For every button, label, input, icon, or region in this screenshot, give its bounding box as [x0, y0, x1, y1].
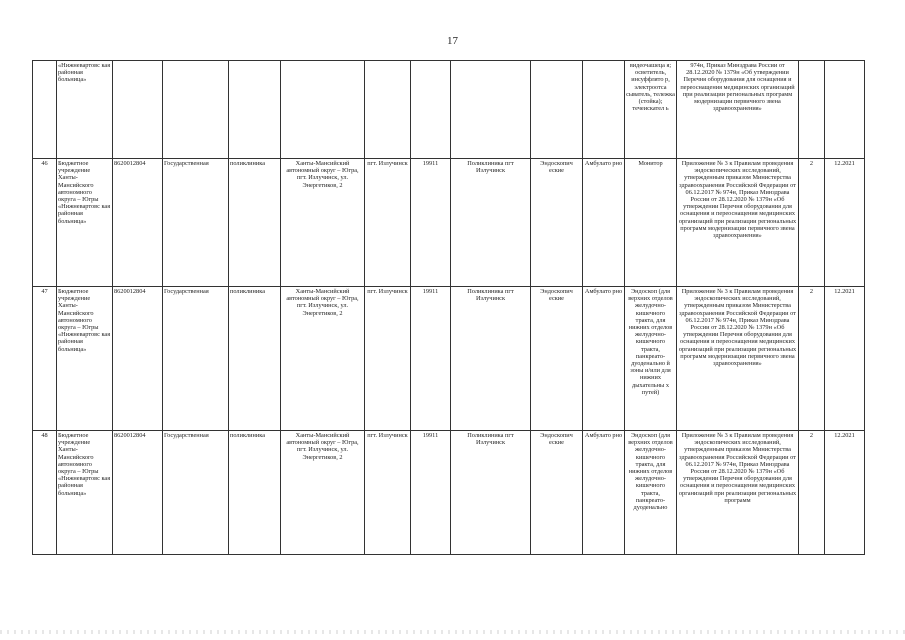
cell-org: Бюджетное учреждение Ханты-Мансийского автономного округа – Югры «Нижневартовс кая районная больница» — [57, 287, 113, 431]
cell-code — [113, 61, 163, 159]
cell-org: Бюджетное учреждение Ханты-Мансийского автономного округа – Югры «Нижневартовс кая районная больница» — [57, 159, 113, 287]
cell-department: Эндоскопич еские — [531, 431, 583, 555]
cell-type — [229, 61, 281, 159]
cell-no — [33, 61, 57, 159]
cell-settlement: пгт. Излучинск — [365, 287, 411, 431]
cell-ownership — [163, 61, 229, 159]
cell-type: поликлиника — [229, 159, 281, 287]
cell-index: 19911 — [411, 287, 451, 431]
cell-type: поликлиника — [229, 287, 281, 431]
cell-code: 8620012804 — [113, 431, 163, 555]
cell-ownership: Государственная — [163, 159, 229, 287]
cell-equipment: Эндоскоп (для верхних отделов желудочно-кишечного тракта, для нижних отделов желудочно-кишечного тракта, панкреато-дуоденально — [625, 431, 677, 555]
cell-department — [531, 61, 583, 159]
cell-equipment: видеочашеца я; осветитель, инсуффлято р, электроотса сыватель, тележка (стойка); течеискател ь — [625, 61, 677, 159]
equipment-table — [32, 60, 865, 555]
cell-address — [281, 61, 365, 159]
cell-no: 48 — [33, 431, 57, 555]
cell-subdivision: Поликлиника пгт Излучинск — [451, 159, 531, 287]
cell-date: 12.2021 — [825, 159, 865, 287]
cell-address: Ханты-Мансийский автономный округ – Югра, пгт. Излучинск, ул. Энергетиков, 2 — [281, 287, 365, 431]
cell-ownership: Государственная — [163, 287, 229, 431]
cell-index — [411, 61, 451, 159]
table-row — [33, 431, 865, 555]
cell-date — [825, 61, 865, 159]
table-row-continuation — [33, 61, 865, 159]
cell-address: Ханты-Мансийский автономный округ – Югра, пгт. Излучинск, ул. Энергетиков, 2 — [281, 159, 365, 287]
cell-basis: Приложение № 3 к Правилам проведения эндоскопических исследований, утвержденным приказом Министерства здравоохранения Российской Федерации от 06.12.2017 № 974н, Приказ Минздрава России от 28.12.2020 № 1379н «Об утверждении Перечня оборудования для оснащения и переоснащения медицинских организаций при реализации региональных программ — [677, 431, 799, 555]
cell-qty: 2 — [799, 287, 825, 431]
cell-care: Амбулато рно — [583, 159, 625, 287]
cell-index: 19911 — [411, 159, 451, 287]
cell-no: 47 — [33, 287, 57, 431]
cell-qty: 2 — [799, 431, 825, 555]
cell-settlement: пгт. Излучинск — [365, 431, 411, 555]
cell-code: 8620012804 — [113, 287, 163, 431]
table-row — [33, 287, 865, 431]
cell-equipment: Эндоскоп (для верхних отделов желудочно-кишечного тракта, для нижних отделов желудочно-кишечного тракта, панкреато-дуоденально й зоны и/или для нижних дыхательны х путей) — [625, 287, 677, 431]
scan-noise — [0, 630, 905, 634]
cell-date: 12.2021 — [825, 431, 865, 555]
cell-qty — [799, 61, 825, 159]
cell-department: Эндоскопич еские — [531, 159, 583, 287]
cell-basis: Приложение № 3 к Правилам проведения эндоскопических исследований, утвержденным приказом Министерства здравоохранения Российской Федерации от 06.12.2017 № 974н, Приказ Минздрава России от 28.12.2020 № 1379н «Об утверждении Перечня оборудования для оснащения и переоснащения медицинских организаций при реализации региональных программ модернизации первичного звена здравоохранения» — [677, 159, 799, 287]
cell-no: 46 — [33, 159, 57, 287]
cell-settlement — [365, 61, 411, 159]
cell-org: «Нижневартовс кая районная больница» — [57, 61, 113, 159]
cell-index: 19911 — [411, 431, 451, 555]
cell-ownership: Государственная — [163, 431, 229, 555]
cell-care: Амбулато рно — [583, 287, 625, 431]
cell-address: Ханты-Мансийский автономный округ – Югра, пгт. Излучинск, ул. Энергетиков, 2 — [281, 431, 365, 555]
cell-department: Эндоскопич еские — [531, 287, 583, 431]
cell-basis: 974н, Приказ Минздрава России от 28.12.2020 № 1379н «Об утверждении Перечня оборудования для оснащения и переоснащения медицинских организаций при реализации региональных программ модернизации первичного звена здравоохранения» — [677, 61, 799, 159]
cell-type: поликлиника — [229, 431, 281, 555]
cell-code: 8620012804 — [113, 159, 163, 287]
table-row — [33, 159, 865, 287]
cell-org: Бюджетное учреждение Ханты-Мансийского автономного округа – Югры «Нижневартовс кая районная больница» — [57, 431, 113, 555]
cell-subdivision: Поликлиника пгт Излучинск — [451, 431, 531, 555]
cell-basis: Приложение № 3 к Правилам проведения эндоскопических исследований, утвержденным приказом Министерства здравоохранения Российской Федерации от 06.12.2017 № 974н, Приказ Минздрава России от 28.12.2020 № 1379н «Об утверждении Перечня оборудования для оснащения и переоснащения медицинских организаций при реализации региональных программ модернизации первичного звена здравоохранения» — [677, 287, 799, 431]
cell-date: 12.2021 — [825, 287, 865, 431]
cell-care — [583, 61, 625, 159]
cell-qty: 2 — [799, 159, 825, 287]
cell-care: Амбулато рно — [583, 431, 625, 555]
page-number: 17 — [447, 35, 458, 47]
cell-subdivision — [451, 61, 531, 159]
cell-subdivision: Поликлиника пгт Излучинск — [451, 287, 531, 431]
cell-settlement: пгт. Излучинск — [365, 159, 411, 287]
cell-equipment: Монитор — [625, 159, 677, 287]
